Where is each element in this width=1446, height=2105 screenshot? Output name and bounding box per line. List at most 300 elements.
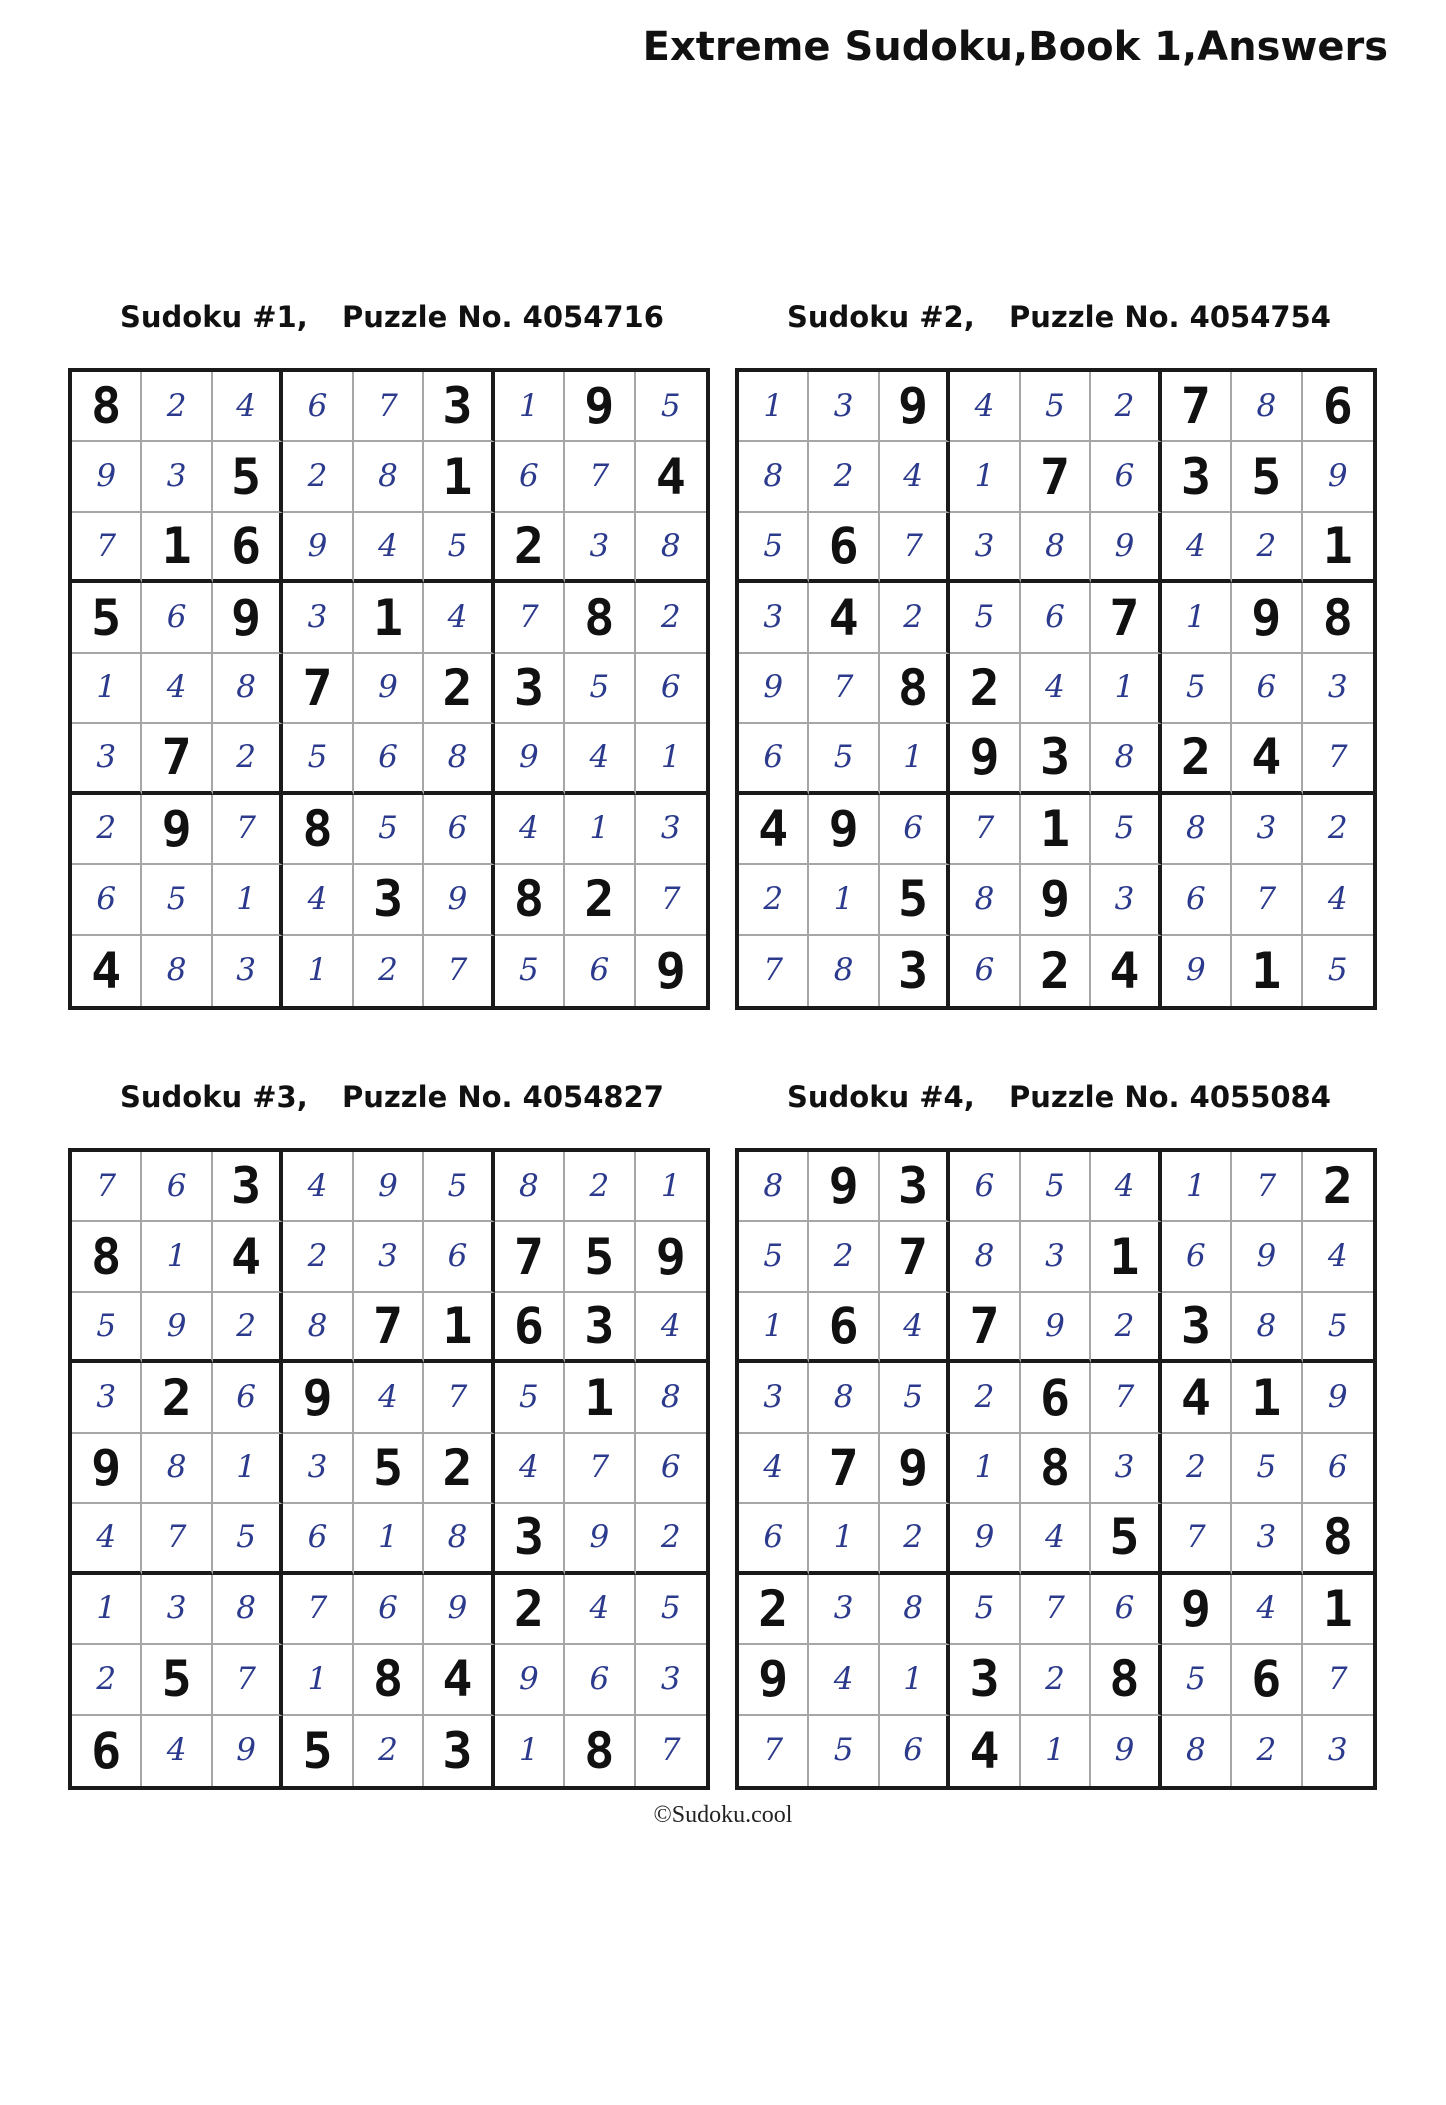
solution-cell: 4 — [1021, 1504, 1091, 1574]
given-cell: 1 — [354, 583, 424, 653]
given-cell: 8 — [1021, 1434, 1091, 1504]
solution-cell: 2 — [354, 936, 424, 1006]
solution-cell: 7 — [495, 583, 565, 653]
solution-cell: 5 — [880, 1363, 950, 1433]
given-cell: 3 — [424, 1716, 494, 1786]
solution-cell: 1 — [880, 724, 950, 794]
given-cell: 9 — [880, 1434, 950, 1504]
solution-cell: 9 — [1303, 442, 1373, 512]
solution-cell: 3 — [142, 442, 212, 512]
given-cell: 4 — [424, 1645, 494, 1715]
solution-cell: 3 — [565, 513, 635, 583]
given-cell: 4 — [1091, 936, 1161, 1006]
solution-cell: 7 — [565, 442, 635, 512]
given-cell: 8 — [72, 372, 142, 442]
given-cell: 9 — [213, 583, 283, 653]
solution-cell: 5 — [1303, 1293, 1373, 1363]
puzzle-number: Puzzle No. 4054716 — [342, 300, 664, 334]
solution-cell: 6 — [636, 654, 706, 724]
given-cell: 7 — [283, 654, 353, 724]
puzzle-label: Sudoku #2, — [787, 300, 975, 334]
puzzle-header — [735, 1080, 1377, 1120]
solution-cell: 6 — [565, 936, 635, 1006]
solution-cell: 5 — [424, 1152, 494, 1222]
given-cell: 1 — [142, 513, 212, 583]
solution-cell: 6 — [424, 795, 494, 865]
given-cell: 8 — [283, 795, 353, 865]
solution-cell: 6 — [1162, 1222, 1232, 1292]
solution-cell: 9 — [950, 1504, 1020, 1574]
solution-cell: 4 — [880, 1293, 950, 1363]
solution-cell: 6 — [1091, 442, 1161, 512]
solution-cell: 3 — [213, 936, 283, 1006]
solution-cell: 9 — [1021, 1293, 1091, 1363]
given-cell: 3 — [880, 936, 950, 1006]
solution-cell: 4 — [1303, 865, 1373, 935]
solution-cell: 8 — [354, 442, 424, 512]
solution-cell: 4 — [354, 513, 424, 583]
solution-cell: 9 — [739, 654, 809, 724]
given-cell: 5 — [354, 1434, 424, 1504]
solution-cell: 2 — [636, 1504, 706, 1574]
given-cell: 5 — [213, 442, 283, 512]
solution-cell: 4 — [880, 442, 950, 512]
given-cell: 4 — [1162, 1363, 1232, 1433]
given-cell: 3 — [1162, 442, 1232, 512]
solution-cell: 7 — [809, 654, 879, 724]
solution-cell: 8 — [1091, 724, 1161, 794]
given-cell: 8 — [1091, 1645, 1161, 1715]
solution-cell: 1 — [1091, 654, 1161, 724]
solution-cell: 6 — [950, 936, 1020, 1006]
solution-cell: 4 — [565, 1575, 635, 1645]
solution-cell: 8 — [809, 1363, 879, 1433]
given-cell: 9 — [72, 1434, 142, 1504]
solution-cell: 5 — [354, 795, 424, 865]
given-cell: 6 — [72, 1716, 142, 1786]
solution-cell: 4 — [1303, 1222, 1373, 1292]
given-cell: 9 — [880, 372, 950, 442]
solution-cell: 6 — [739, 1504, 809, 1574]
solution-cell: 3 — [354, 1222, 424, 1292]
solution-cell: 9 — [354, 654, 424, 724]
given-cell: 9 — [950, 724, 1020, 794]
solution-cell: 3 — [739, 1363, 809, 1433]
solution-cell: 6 — [739, 724, 809, 794]
given-cell: 2 — [739, 1575, 809, 1645]
solution-cell: 3 — [1327, 1732, 1348, 1769]
solution-cell: 4 — [1232, 1575, 1302, 1645]
solution-cell: 1 — [354, 1504, 424, 1574]
solution-cell: 2 — [1232, 1716, 1302, 1786]
solution-cell: 8 — [424, 724, 494, 794]
solution-cell: 2 — [72, 795, 142, 865]
solution-cell: 4 — [636, 1293, 706, 1363]
solution-cell: 2 — [142, 372, 212, 442]
solution-cell: 2 — [1232, 513, 1302, 583]
solution-cell: 5 — [495, 1363, 565, 1433]
solution-cell: 7 — [739, 936, 809, 1006]
given-cell: 2 — [950, 654, 1020, 724]
given-cell: 9 — [283, 1363, 353, 1433]
solution-cell: 2 — [283, 1222, 353, 1292]
solution-cell: 2 — [880, 1504, 950, 1574]
solution-cell: 6 — [495, 442, 565, 512]
solution-cell: 5 — [1021, 1152, 1091, 1222]
sudoku-grid — [68, 368, 710, 1010]
solution-cell: 3 — [142, 1575, 212, 1645]
solution-cell: 4 — [739, 1434, 809, 1504]
given-cell: 3 — [1021, 724, 1091, 794]
solution-cell: 8 — [950, 1222, 1020, 1292]
solution-cell: 8 — [950, 865, 1020, 935]
solution-cell: 9 — [283, 513, 353, 583]
solution-cell: 4 — [1091, 1152, 1161, 1222]
solution-cell: 2 — [283, 442, 353, 512]
solution-cell: 8 — [1162, 795, 1232, 865]
solution-cell: 7 — [1303, 1645, 1373, 1715]
given-cell: 1 — [1303, 513, 1373, 583]
given-cell: 2 — [142, 1363, 212, 1433]
solution-cell: 2 — [72, 1645, 142, 1715]
given-cell: 1 — [1021, 795, 1091, 865]
solution-cell: 5 — [283, 724, 353, 794]
solution-cell: 3 — [1091, 1434, 1161, 1504]
solution-cell: 9 — [495, 1645, 565, 1715]
solution-cell: 3 — [72, 724, 142, 794]
solution-cell: 4 — [283, 1152, 353, 1222]
solution-cell: 6 — [72, 865, 142, 935]
solution-cell: 4 — [283, 865, 353, 935]
given-cell: 2 — [424, 654, 494, 724]
solution-cell: 1 — [739, 1293, 809, 1363]
given-cell: 3 — [424, 372, 494, 442]
solution-cell: 7 — [1232, 865, 1302, 935]
puzzle-label: Sudoku #1, — [120, 300, 308, 334]
given-cell: 9 — [636, 1222, 706, 1292]
solution-cell: 3 — [1232, 795, 1302, 865]
solution-cell: 3 — [283, 1434, 353, 1504]
solution-cell: 6 — [636, 1434, 706, 1504]
given-cell: 9 — [809, 1152, 879, 1222]
given-cell: 1 — [424, 442, 494, 512]
solution-cell: 7 — [424, 936, 494, 1006]
given-cell: 5 — [283, 1716, 353, 1786]
solution-cell: 3 — [950, 513, 1020, 583]
solution-cell: 9 — [354, 1152, 424, 1222]
solution-cell: 5 — [495, 936, 565, 1006]
solution-cell: 5 — [636, 1575, 706, 1645]
puzzle-header — [68, 1080, 710, 1120]
solution-cell: 6 — [354, 724, 424, 794]
solution-cell: 4 — [495, 1434, 565, 1504]
solution-cell: 3 — [72, 1363, 142, 1433]
page-title: Extreme Sudoku,Book 1,Answers — [642, 24, 1388, 70]
solution-cell: 7 — [424, 1363, 494, 1433]
given-cell: 6 — [809, 1293, 879, 1363]
given-cell: 2 — [1162, 724, 1232, 794]
solution-cell: 7 — [1162, 1504, 1232, 1574]
solution-cell: 4 — [354, 1363, 424, 1433]
solution-cell: 4 — [1162, 513, 1232, 583]
solution-cell: 3 — [809, 1575, 879, 1645]
solution-cell: 9 — [424, 1575, 494, 1645]
sudoku-grid — [735, 1148, 1377, 1790]
given-cell: 2 — [424, 1434, 494, 1504]
solution-cell: 9 — [1091, 513, 1161, 583]
solution-cell: 5 — [1021, 372, 1091, 442]
solution-cell: 6 — [424, 1222, 494, 1292]
solution-cell: 1 — [213, 1434, 283, 1504]
solution-cell: 8 — [1162, 1716, 1232, 1786]
solution-cell: 6 — [142, 583, 212, 653]
given-cell: 6 — [1021, 1363, 1091, 1433]
solution-cell: 7 — [213, 795, 283, 865]
solution-cell: 7 — [660, 1732, 681, 1769]
given-cell: 9 — [739, 1645, 809, 1715]
solution-cell: 7 — [283, 1575, 353, 1645]
solution-cell: 1 — [213, 865, 283, 935]
given-cell: 1 — [1232, 936, 1302, 1006]
given-cell: 1 — [424, 1293, 494, 1363]
solution-cell: 7 — [1091, 1363, 1161, 1433]
solution-cell: 8 — [636, 1363, 706, 1433]
copyright-footer: ©Sudoku.cool — [653, 1802, 793, 1828]
solution-cell: 1 — [283, 936, 353, 1006]
solution-cell: 3 — [1232, 1504, 1302, 1574]
solution-cell: 1 — [636, 1152, 706, 1222]
solution-cell: 6 — [950, 1152, 1020, 1222]
given-cell: 2 — [565, 865, 635, 935]
solution-cell: 5 — [1327, 952, 1348, 989]
given-cell: 1 — [1232, 1363, 1302, 1433]
solution-cell: 2 — [354, 1716, 424, 1786]
given-cell: 1 — [565, 1363, 635, 1433]
given-cell: 6 — [213, 513, 283, 583]
given-cell: 5 — [880, 865, 950, 935]
solution-cell: 6 — [1091, 1575, 1161, 1645]
given-cell: 8 — [72, 1222, 142, 1292]
given-cell: 3 — [495, 654, 565, 724]
solution-cell: 2 — [1162, 1434, 1232, 1504]
solution-cell: 8 — [1232, 1293, 1302, 1363]
solution-cell: 5 — [565, 654, 635, 724]
given-cell: 2 — [495, 1575, 565, 1645]
solution-cell: 7 — [1303, 724, 1373, 794]
given-cell: 4 — [72, 936, 142, 1006]
given-cell: 7 — [1162, 372, 1232, 442]
puzzle-number: Puzzle No. 4055084 — [1009, 1080, 1331, 1114]
solution-cell: 2 — [1091, 1293, 1161, 1363]
solution-cell: 4 — [424, 583, 494, 653]
solution-cell: 1 — [72, 1575, 142, 1645]
solution-cell: 5 — [72, 1293, 142, 1363]
solution-cell: 5 — [213, 1504, 283, 1574]
solution-cell: 9 — [213, 1716, 283, 1786]
puzzle-header — [68, 300, 710, 340]
solution-cell: 8 — [1232, 372, 1302, 442]
given-cell: 3 — [565, 1293, 635, 1363]
solution-cell: 9 — [1232, 1222, 1302, 1292]
given-cell: 2 — [1021, 936, 1091, 1006]
solution-cell: 7 — [72, 1152, 142, 1222]
solution-cell: 9 — [1162, 936, 1232, 1006]
solution-cell: 8 — [142, 1434, 212, 1504]
given-cell: 3 — [950, 1645, 1020, 1715]
solution-cell: 8 — [424, 1504, 494, 1574]
solution-cell: 5 — [1232, 1434, 1302, 1504]
solution-cell: 4 — [809, 1645, 879, 1715]
solution-cell: 6 — [142, 1152, 212, 1222]
solution-cell: 5 — [1162, 1645, 1232, 1715]
given-cell: 3 — [495, 1504, 565, 1574]
solution-cell: 9 — [1091, 1716, 1161, 1786]
solution-cell: 6 — [565, 1645, 635, 1715]
puzzle-number: Puzzle No. 4054754 — [1009, 300, 1331, 334]
solution-cell: 5 — [142, 865, 212, 935]
solution-cell: 6 — [1232, 654, 1302, 724]
solution-cell: 2 — [950, 1363, 1020, 1433]
given-cell: 6 — [1303, 372, 1373, 442]
solution-cell: 2 — [565, 1152, 635, 1222]
given-cell: 7 — [495, 1222, 565, 1292]
solution-cell: 8 — [213, 654, 283, 724]
given-cell: 3 — [213, 1152, 283, 1222]
given-cell: 6 — [495, 1293, 565, 1363]
solution-cell: 8 — [213, 1575, 283, 1645]
solution-cell: 7 — [72, 513, 142, 583]
solution-cell: 1 — [809, 1504, 879, 1574]
solution-cell: 4 — [72, 1504, 142, 1574]
solution-cell: 5 — [739, 1222, 809, 1292]
solution-cell: 9 — [142, 1293, 212, 1363]
solution-cell: 4 — [565, 724, 635, 794]
solution-cell: 2 — [1303, 795, 1373, 865]
given-cell: 1 — [1303, 1575, 1373, 1645]
given-cell: 5 — [1091, 1504, 1161, 1574]
solution-cell: 2 — [636, 583, 706, 653]
solution-cell: 6 — [880, 795, 950, 865]
solution-cell: 7 — [1021, 1575, 1091, 1645]
solution-cell: 5 — [424, 513, 494, 583]
given-cell: 7 — [1021, 442, 1091, 512]
given-cell: 7 — [142, 724, 212, 794]
solution-cell: 1 — [283, 1645, 353, 1715]
given-cell: 3 — [1162, 1293, 1232, 1363]
solution-cell: 7 — [880, 513, 950, 583]
given-cell: 9 — [142, 795, 212, 865]
solution-cell: 3 — [636, 795, 706, 865]
solution-cell: 1 — [950, 442, 1020, 512]
solution-cell: 1 — [950, 1434, 1020, 1504]
given-cell: 4 — [739, 795, 809, 865]
solution-cell: 4 — [1021, 654, 1091, 724]
solution-cell: 5 — [809, 724, 879, 794]
solution-cell: 4 — [142, 1716, 212, 1786]
solution-cell: 5 — [950, 583, 1020, 653]
solution-cell: 7 — [142, 1504, 212, 1574]
solution-cell: 6 — [1021, 583, 1091, 653]
given-cell: 5 — [142, 1645, 212, 1715]
given-cell: 7 — [950, 1293, 1020, 1363]
solution-cell: 1 — [72, 654, 142, 724]
given-cell: 9 — [1162, 1575, 1232, 1645]
solution-cell: 9 — [72, 442, 142, 512]
solution-cell: 7 — [354, 372, 424, 442]
given-cell: 5 — [565, 1222, 635, 1292]
given-cell: 8 — [495, 865, 565, 935]
solution-cell: 2 — [213, 724, 283, 794]
solution-cell: 3 — [1021, 1222, 1091, 1292]
solution-cell: 9 — [424, 865, 494, 935]
solution-cell: 1 — [739, 372, 809, 442]
sudoku-grid — [735, 368, 1377, 1010]
solution-cell: 9 — [495, 724, 565, 794]
solution-cell: 1 — [880, 1645, 950, 1715]
given-cell: 7 — [1091, 583, 1161, 653]
solution-cell: 6 — [354, 1575, 424, 1645]
puzzle-label: Sudoku #4, — [787, 1080, 975, 1114]
solution-cell: 1 — [1162, 1152, 1232, 1222]
given-cell: 4 — [950, 1716, 1020, 1786]
solution-cell: 1 — [495, 372, 565, 442]
solution-cell: 1 — [1021, 1716, 1091, 1786]
solution-cell: 4 — [495, 795, 565, 865]
solution-cell: 9 — [1303, 1363, 1373, 1433]
given-cell: 9 — [1021, 865, 1091, 935]
solution-cell: 7 — [950, 795, 1020, 865]
solution-cell: 4 — [213, 372, 283, 442]
given-cell: 5 — [1232, 442, 1302, 512]
given-cell: 3 — [880, 1152, 950, 1222]
solution-cell: 6 — [1162, 865, 1232, 935]
solution-cell: 3 — [1091, 865, 1161, 935]
given-cell: 3 — [354, 865, 424, 935]
given-cell: 8 — [1303, 1504, 1373, 1574]
given-cell: 1 — [1091, 1222, 1161, 1292]
solution-cell: 7 — [213, 1645, 283, 1715]
given-cell: 9 — [809, 795, 879, 865]
given-cell: 9 — [655, 941, 686, 1000]
solution-cell: 8 — [739, 1152, 809, 1222]
given-cell: 9 — [565, 372, 635, 442]
solution-cell: 8 — [283, 1293, 353, 1363]
solution-cell: 9 — [565, 1504, 635, 1574]
solution-cell: 1 — [565, 795, 635, 865]
solution-cell: 2 — [1021, 1645, 1091, 1715]
solution-cell: 8 — [1021, 513, 1091, 583]
solution-cell: 3 — [636, 1645, 706, 1715]
solution-cell: 5 — [950, 1575, 1020, 1645]
solution-cell: 5 — [636, 372, 706, 442]
solution-cell: 5 — [1091, 795, 1161, 865]
solution-cell: 8 — [809, 936, 879, 1006]
given-cell: 8 — [880, 654, 950, 724]
sudoku-grid — [68, 1148, 710, 1790]
solution-cell: 5 — [809, 1716, 879, 1786]
solution-cell: 1 — [1162, 583, 1232, 653]
solution-cell: 7 — [565, 1434, 635, 1504]
given-cell: 4 — [213, 1222, 283, 1292]
puzzle-number: Puzzle No. 4054827 — [342, 1080, 664, 1114]
solution-cell: 1 — [636, 724, 706, 794]
solution-cell: 8 — [636, 513, 706, 583]
given-cell: 5 — [72, 583, 142, 653]
solution-cell: 2 — [809, 442, 879, 512]
solution-cell: 3 — [739, 583, 809, 653]
solution-cell: 4 — [142, 654, 212, 724]
solution-cell: 2 — [1091, 372, 1161, 442]
